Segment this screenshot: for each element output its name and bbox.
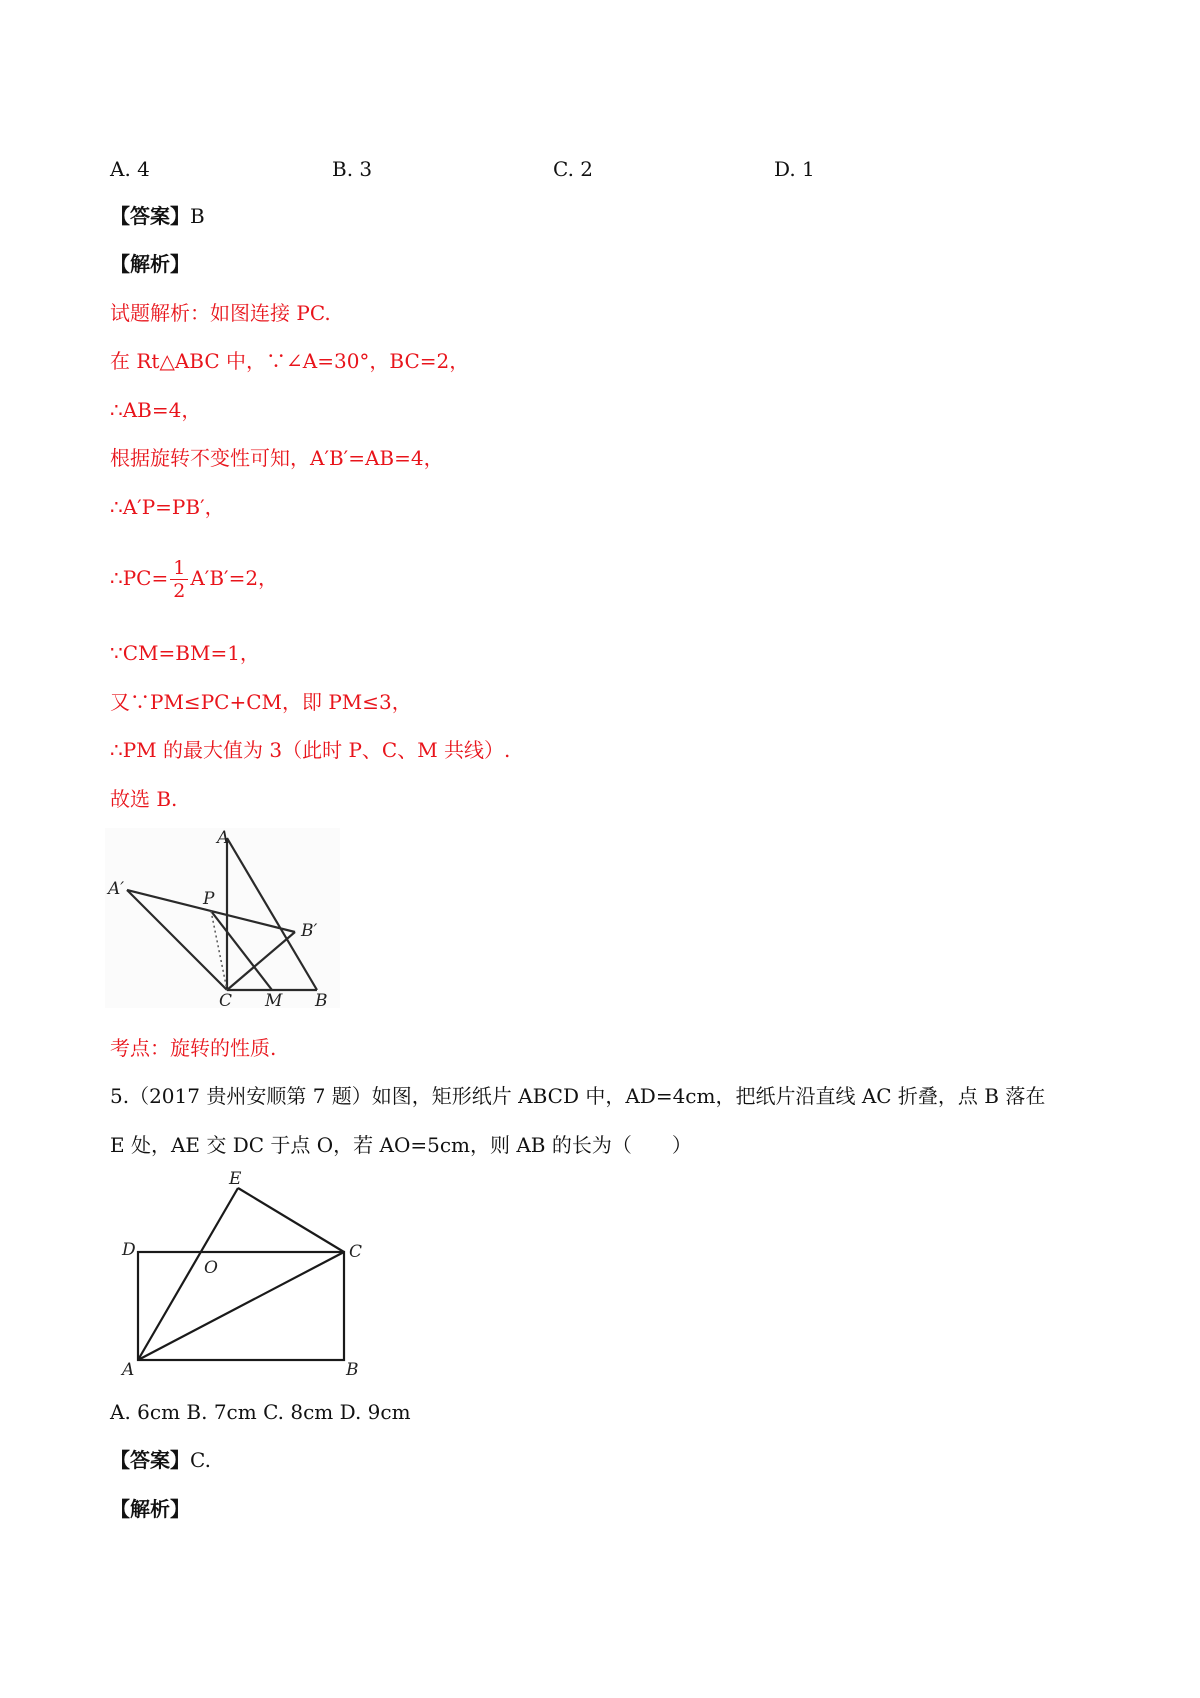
option-d: D. 1 <box>774 157 815 181</box>
analysis-line-9: 故选 B. <box>110 787 178 811</box>
answer-5-value: C. <box>190 1448 211 1472</box>
answer-5-tag: 【答案】 <box>110 1448 190 1472</box>
label-c: C <box>219 991 233 1008</box>
label-b: B <box>315 991 328 1008</box>
label-p: P <box>203 889 215 909</box>
label-e: E <box>229 1169 242 1189</box>
fraction-one-half <box>170 557 188 602</box>
option-b: B. 3 <box>332 157 373 181</box>
rotation-figure <box>105 828 340 1008</box>
label-b: B <box>346 1360 359 1380</box>
label-a: A <box>217 828 230 848</box>
segment-ec <box>238 1188 344 1252</box>
answer-5-line <box>110 1447 211 1473</box>
analysis-line-8: ∴PM 的最大值为 3（此时 P、C、M 共线）. <box>110 738 511 762</box>
analysis-line-1: 试题解析：如图连接 PC. <box>110 301 331 325</box>
fraction-suffix: A′B′=2， <box>190 566 279 590</box>
fraction-numerator: 1 <box>170 557 188 580</box>
analysis-5-tag: 【解析】 <box>110 1497 190 1521</box>
option-c: C. 2 <box>553 157 594 181</box>
label-c: C <box>349 1242 363 1262</box>
fraction-prefix: ∴PC= <box>110 566 169 590</box>
question-5-line-2: E 处，AE 交 DC 于点 O，若 AO=5cm，则 AB 的长为（ ） <box>110 1133 692 1157</box>
answer-value: B <box>190 204 205 228</box>
analysis-line-5: ∴A′P=PB′， <box>110 495 225 519</box>
label-a: A <box>122 1360 135 1380</box>
label-a-prime: A′ <box>108 879 125 899</box>
label-m: M <box>265 991 283 1008</box>
rectangle-fold-figure <box>118 1165 368 1385</box>
kaodian-line: 考点：旋转的性质. <box>110 1036 277 1060</box>
analysis-tag: 【解析】 <box>110 252 190 276</box>
analysis-line-3: ∴AB=4， <box>110 398 202 422</box>
question-5-options: A. 6cm B. 7cm C. 8cm D. 9cm <box>110 1400 411 1424</box>
analysis-line-4: 根据旋转不变性可知，A′B′=AB=4， <box>110 446 444 470</box>
analysis-line-7: 又∵PM≤PC+CM，即 PM≤3， <box>110 690 412 714</box>
answer-line <box>110 203 205 229</box>
label-o: O <box>204 1258 218 1278</box>
analysis-fraction-line <box>110 557 278 602</box>
analysis-line-6: ∵CM=BM=1， <box>110 641 260 665</box>
answer-tag: 【答案】 <box>110 204 190 228</box>
question-5-line-1: 5.（2017 贵州安顺第 7 题）如图，矩形纸片 ABCD 中，AD=4cm，把纸片沿直线 AC 折叠，点 B 落在 <box>110 1084 1046 1108</box>
fraction-denominator: 2 <box>173 580 186 602</box>
figure-background <box>105 828 340 1008</box>
option-a: A. 4 <box>110 157 150 181</box>
label-d: D <box>122 1240 136 1260</box>
label-b-prime: B′ <box>301 921 318 941</box>
analysis-line-2: 在 Rt△ABC 中，∵∠A=30°，BC=2， <box>110 349 470 373</box>
